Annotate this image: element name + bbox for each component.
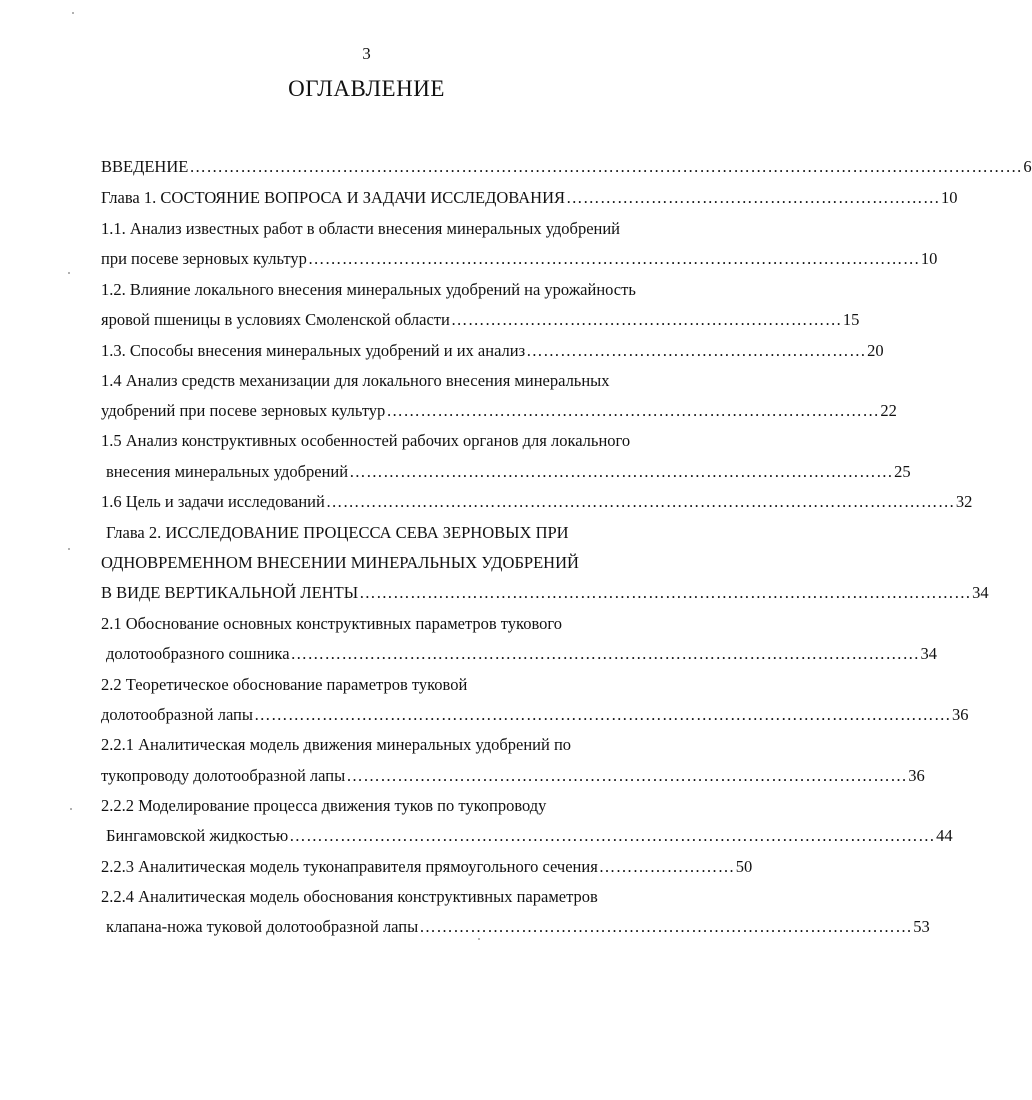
page-number: 3: [362, 44, 371, 63]
toc-entry-text: 2.2.2 Моделирование процесса движения туков по тукопроводу: [101, 796, 547, 815]
toc-entry-text: 1.2. Влияние локального внесения минеральных удобрений на урожайность: [101, 280, 636, 299]
toc-entry-text: 2.2.3 Аналитическая модель туконаправителя прямоугольного сечения: [101, 857, 598, 876]
toc-entry-text: 2.2.4 Аналитическая модель обоснования конструктивных параметров: [101, 887, 598, 906]
toc-entry-text: долотообразной лапы: [101, 705, 253, 724]
toc-entry-chapter-2-cont2: [101, 582, 989, 604]
toc-entry-2-2-1-cont: [101, 765, 925, 787]
toc-entry-1-2: [101, 279, 701, 301]
toc-leader-dots: ……………………………………………………………………………………: [349, 462, 894, 481]
toc-leader-dots: ……………………………………………………………………………: [419, 917, 913, 936]
toc-page-number: 44: [936, 826, 953, 845]
toc-leader-dots: …………………………………………………………………………………………………: [290, 644, 920, 663]
toc-leader-dots: ………………………………………………………………………………………………: [307, 249, 920, 268]
toc-page-number: 32: [955, 492, 973, 511]
scan-speck: [68, 548, 70, 550]
toc-entry-1-3: [101, 340, 884, 362]
toc-entry-chapter-2: [106, 522, 706, 544]
toc-entry-2-1-cont: [106, 643, 938, 665]
toc-entry-text: ВВЕДЕНИЕ: [101, 157, 189, 176]
toc-leader-dots: …………………………………………………………: [566, 188, 941, 207]
toc-entry-text: 1.4 Анализ средств механизации для локального внесения минеральных: [101, 371, 610, 390]
toc-entry-text: 1.1. Анализ известных работ в области внесения минеральных удобрений: [101, 219, 621, 238]
toc-leader-dots: ……………………………………………………………………………………………………: [289, 826, 936, 845]
toc-entry-text: внесения минеральных удобрений: [106, 462, 349, 481]
toc-page-number: 34: [972, 583, 989, 602]
toc-entry-1-1: [101, 218, 701, 240]
toc-entry-1-1-cont: [101, 248, 938, 270]
toc-entry-text: долотообразного сошника: [106, 644, 290, 663]
toc-entry-text: Бингамовской жидкостью: [106, 826, 289, 845]
toc-page-number: 34: [920, 644, 938, 663]
toc-leader-dots: ……………………………………………………………………………: [386, 401, 880, 420]
scan-speck: [68, 272, 70, 274]
toc-page-number: 53: [913, 917, 930, 936]
toc-entry-text: 2.2.1 Аналитическая модель движения минеральных удобрений по: [101, 735, 572, 754]
toc-entry-2-2: [101, 674, 701, 696]
toc-leader-dots: ……………………: [598, 857, 735, 876]
toc-entry-2-2-2-cont: [106, 825, 953, 847]
document-title: ОГЛАВЛЕНИЕ: [288, 76, 445, 101]
toc-entry-text: яровой пшеницы в условиях Смоленской области: [101, 310, 450, 329]
toc-entry-2-2-4-cont: [106, 916, 930, 938]
toc-entry-text: 2.1 Обоснование основных конструктивных параметров тукового: [101, 614, 563, 633]
toc-entry-text: 1.6 Цель и задачи исследований: [101, 492, 325, 511]
toc-page-number: 36: [951, 705, 969, 724]
toc-entry-2-2-2: [101, 795, 701, 817]
toc-entry-chapter-2-cont: [101, 552, 701, 574]
toc-entry-1-5-cont: [106, 461, 911, 483]
toc-entry-2-2-1: [101, 734, 701, 756]
toc-entry-1-6: [101, 491, 973, 513]
toc-leader-dots: ……………………………………………………………………………………………………………: [253, 705, 951, 724]
scan-speck: [478, 938, 480, 940]
toc-entry-introduction: [101, 156, 1032, 178]
toc-page-number: 20: [867, 341, 884, 360]
toc-page-number: 22: [880, 401, 897, 420]
toc-entry-text: удобрений при посеве зерновых культур: [101, 401, 386, 420]
toc-entry-text: клапана-ножа туковой долотообразной лапы: [106, 917, 419, 936]
toc-entry-1-2-cont: [101, 309, 860, 331]
toc-leader-dots: ………………………………………………………………………………………………: [359, 583, 972, 602]
toc-page-number: 50: [735, 857, 753, 876]
toc-leader-dots: ………………………………………………………………………………………: [346, 766, 908, 785]
toc-page-number: 15: [842, 310, 860, 329]
toc-entry-2-1: [101, 613, 701, 635]
toc-entry-1-4-cont: [101, 400, 897, 422]
scan-speck: [70, 808, 72, 810]
toc-entry-chapter-1: [101, 187, 958, 209]
toc-entry-2-2-cont: [101, 704, 969, 726]
toc-leader-dots: …………………………………………………………………………………………………………………………………: [189, 157, 1023, 176]
toc-entry-text: 1.5 Анализ конструктивных особенностей рабочих органов для локального: [101, 431, 631, 450]
toc-leader-dots: ……………………………………………………………: [450, 310, 842, 329]
toc-entry-2-2-3: [101, 856, 753, 878]
toc-entry-2-2-4: [101, 886, 701, 908]
toc-entry-text: Глава 2. ИССЛЕДОВАНИЕ ПРОЦЕССА СЕВА ЗЕРНОВЫХ ПРИ: [106, 523, 569, 542]
toc-entry-1-5: [101, 430, 701, 452]
toc-page-number: 36: [908, 766, 925, 785]
toc-entry-text: 2.2 Теоретическое обоснование параметров туковой: [101, 675, 468, 694]
scan-speck: [72, 12, 74, 14]
toc-entry-text: 1.3. Способы внесения минеральных удобрений и их анализ: [101, 341, 526, 360]
toc-entry-text: при посеве зерновых культур: [101, 249, 307, 268]
toc-entry-text: ОДНОВРЕМЕННОМ ВНЕСЕНИИ МИНЕРАЛЬНЫХ УДОБРЕНИЙ: [101, 553, 579, 572]
toc-page-number: 10: [920, 249, 938, 268]
toc-leader-dots: …………………………………………………………………………………………………: [325, 492, 955, 511]
toc-page-number: 10: [941, 188, 958, 207]
toc-entry-text: Глава 1. СОСТОЯНИЕ ВОПРОСА И ЗАДАЧИ ИССЛЕДОВАНИЯ: [101, 188, 566, 207]
toc-entry-text: тукопроводу долотообразной лапы: [101, 766, 346, 785]
toc-entry-1-4: [101, 370, 701, 392]
toc-entry-text: В ВИДЕ ВЕРТИКАЛЬНОЙ ЛЕНТЫ: [101, 583, 359, 602]
toc-leader-dots: ……………………………………………………: [526, 341, 867, 360]
toc-page-number: 6: [1023, 157, 1032, 176]
toc-page-number: 25: [894, 462, 911, 481]
